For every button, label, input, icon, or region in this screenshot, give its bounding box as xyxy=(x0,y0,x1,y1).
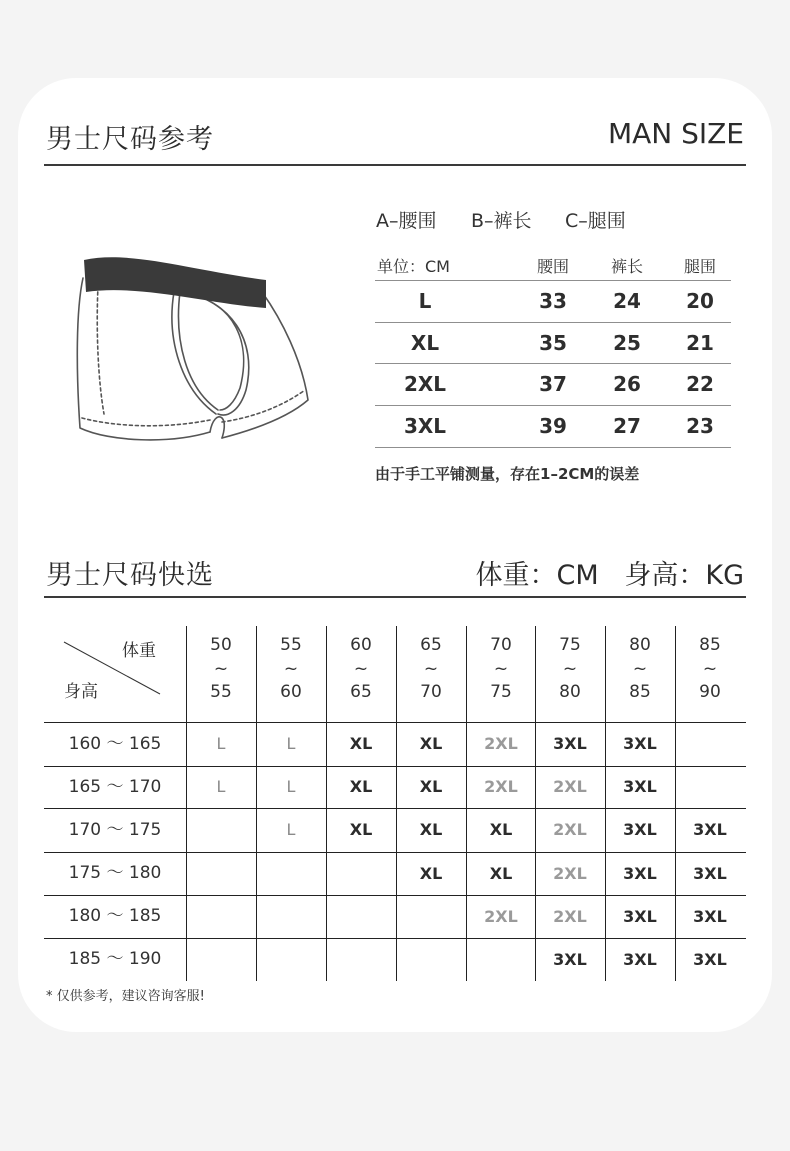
size-table-row xyxy=(375,322,731,364)
recommended-size-cell: XL xyxy=(419,820,443,839)
quick-select-table xyxy=(44,626,746,981)
recommended-size-cell: XL xyxy=(349,734,373,753)
height-range-label: 165 ～ 170 xyxy=(68,777,162,797)
section-title-en: MAN SIZE xyxy=(607,117,744,150)
recommended-size-cell: XL xyxy=(349,820,373,839)
section-divider xyxy=(44,596,746,598)
recommended-size-cell: 3XL xyxy=(693,864,727,883)
recommended-size-cell: 2XL xyxy=(484,734,518,753)
recommended-size-cell: 2XL xyxy=(553,777,587,796)
size-label: XL xyxy=(410,330,440,355)
recommended-size-cell: 3XL xyxy=(623,734,657,753)
recommended-size-cell: 2XL xyxy=(553,864,587,883)
recommended-size-cell: L xyxy=(216,777,226,796)
weight-range-header: 50 xyxy=(210,635,232,655)
height-range-label: 180 ～ 185 xyxy=(68,906,162,926)
header-unit: 单位：CM xyxy=(377,257,450,276)
size-table-row xyxy=(375,363,731,405)
measurement-value: 35 xyxy=(539,330,567,355)
recommended-size-cell: 3XL xyxy=(553,734,587,753)
measurement-value: 26 xyxy=(613,372,641,396)
header-length: 裤长 xyxy=(610,257,643,276)
weight-range-header: ~ xyxy=(423,658,439,679)
recommended-size-cell: 3XL xyxy=(623,950,657,969)
recommended-size-cell: L xyxy=(286,734,296,753)
recommended-size-cell: 3XL xyxy=(693,820,727,839)
weight-range-header: ~ xyxy=(283,658,299,679)
header-thigh: 腿围 xyxy=(683,257,716,276)
measurement-value: 37 xyxy=(539,372,567,396)
measurement-value: 23 xyxy=(686,413,714,438)
size-label: L xyxy=(418,289,432,313)
height-range-label: 170 ～ 175 xyxy=(68,820,162,840)
measurement-value: 27 xyxy=(613,413,641,438)
weight-range-header: ~ xyxy=(213,658,229,679)
recommended-size-cell: 3XL xyxy=(623,907,657,926)
header-waist: 腰围 xyxy=(536,257,569,276)
measurement-value: 24 xyxy=(613,289,641,313)
size-label: 2XL xyxy=(403,372,447,396)
size-table-row xyxy=(375,280,731,322)
section-title-quick: 男士尺码快选 xyxy=(46,560,214,591)
measurement-value: 20 xyxy=(686,289,714,313)
boxer-briefs-icon xyxy=(70,250,315,459)
weight-range-header: 65 xyxy=(420,635,442,655)
recommended-size-cell: 2XL xyxy=(553,820,587,839)
legend-a: A–腰围 xyxy=(376,210,437,232)
recommended-size-cell: 3XL xyxy=(693,950,727,969)
height-range-label: 185 ～ 190 xyxy=(68,949,162,969)
recommended-size-cell: 3XL xyxy=(553,950,587,969)
recommended-size-cell: 2XL xyxy=(484,907,518,926)
weight-range-header: 55 xyxy=(210,682,232,702)
measurement-value: 21 xyxy=(686,330,714,355)
weight-range-header: 65 xyxy=(350,682,372,702)
recommended-size-cell: XL xyxy=(349,777,373,796)
weight-range-header: ~ xyxy=(353,658,369,679)
corner-weight-label: 体重 xyxy=(122,641,156,661)
measurement-value: 33 xyxy=(539,289,567,313)
weight-range-header: ~ xyxy=(562,658,578,679)
weight-range-header: 85 xyxy=(629,682,651,702)
weight-range-header: 70 xyxy=(490,635,512,655)
recommended-size-cell: 3XL xyxy=(623,820,657,839)
recommended-size-cell: 2XL xyxy=(553,907,587,926)
weight-range-header: 75 xyxy=(490,682,512,702)
weight-range-header: 55 xyxy=(280,635,302,655)
legend-c: C–腿围 xyxy=(565,210,626,232)
recommended-size-cell: 2XL xyxy=(484,777,518,796)
weight-range-header: 80 xyxy=(629,635,651,655)
recommended-size-cell: XL xyxy=(489,864,513,883)
recommended-size-cell: XL xyxy=(489,820,513,839)
recommended-size-cell: 3XL xyxy=(623,864,657,883)
height-range-label: 160 ～ 165 xyxy=(68,734,162,754)
weight-range-header: ~ xyxy=(632,658,648,679)
units-label: 体重：CM 身高：KG xyxy=(475,560,744,591)
size-table xyxy=(375,280,731,446)
height-range-label: 175 ～ 180 xyxy=(68,863,162,883)
measurement-value: 39 xyxy=(539,413,567,438)
weight-range-header: 60 xyxy=(350,635,372,655)
weight-range-header: 90 xyxy=(699,682,721,702)
section-title-reference: 男士尺码参考 xyxy=(46,124,214,155)
measurement-value: 22 xyxy=(686,372,714,396)
recommended-size-cell: L xyxy=(216,734,226,753)
recommended-size-cell: L xyxy=(286,820,296,839)
size-label: 3XL xyxy=(403,413,447,438)
recommended-size-cell: 3XL xyxy=(623,777,657,796)
size-table-header xyxy=(375,254,731,280)
recommended-size-cell: XL xyxy=(419,734,443,753)
weight-range-header: ~ xyxy=(702,658,718,679)
recommended-size-cell: 3XL xyxy=(693,907,727,926)
recommended-size-cell: XL xyxy=(419,777,443,796)
weight-range-header: 70 xyxy=(420,682,442,702)
measurement-value: 25 xyxy=(613,330,641,355)
footnote: * 仅供参考，建议咨询客服! xyxy=(46,989,205,1004)
weight-range-header: 60 xyxy=(280,682,302,702)
legend-b: B–裤长 xyxy=(471,210,532,232)
weight-range-header: 80 xyxy=(559,682,581,702)
weight-range-header: 75 xyxy=(559,635,581,655)
corner-height-label: 身高 xyxy=(64,682,98,702)
section-divider xyxy=(44,164,746,166)
size-table-row xyxy=(375,405,731,448)
measurement-note: 由于手工平铺测量，存在1–2CM的误差 xyxy=(375,465,640,483)
weight-range-header: ~ xyxy=(493,658,509,679)
recommended-size-cell: L xyxy=(286,777,296,796)
weight-range-header: 85 xyxy=(699,635,721,655)
recommended-size-cell: XL xyxy=(419,864,443,883)
